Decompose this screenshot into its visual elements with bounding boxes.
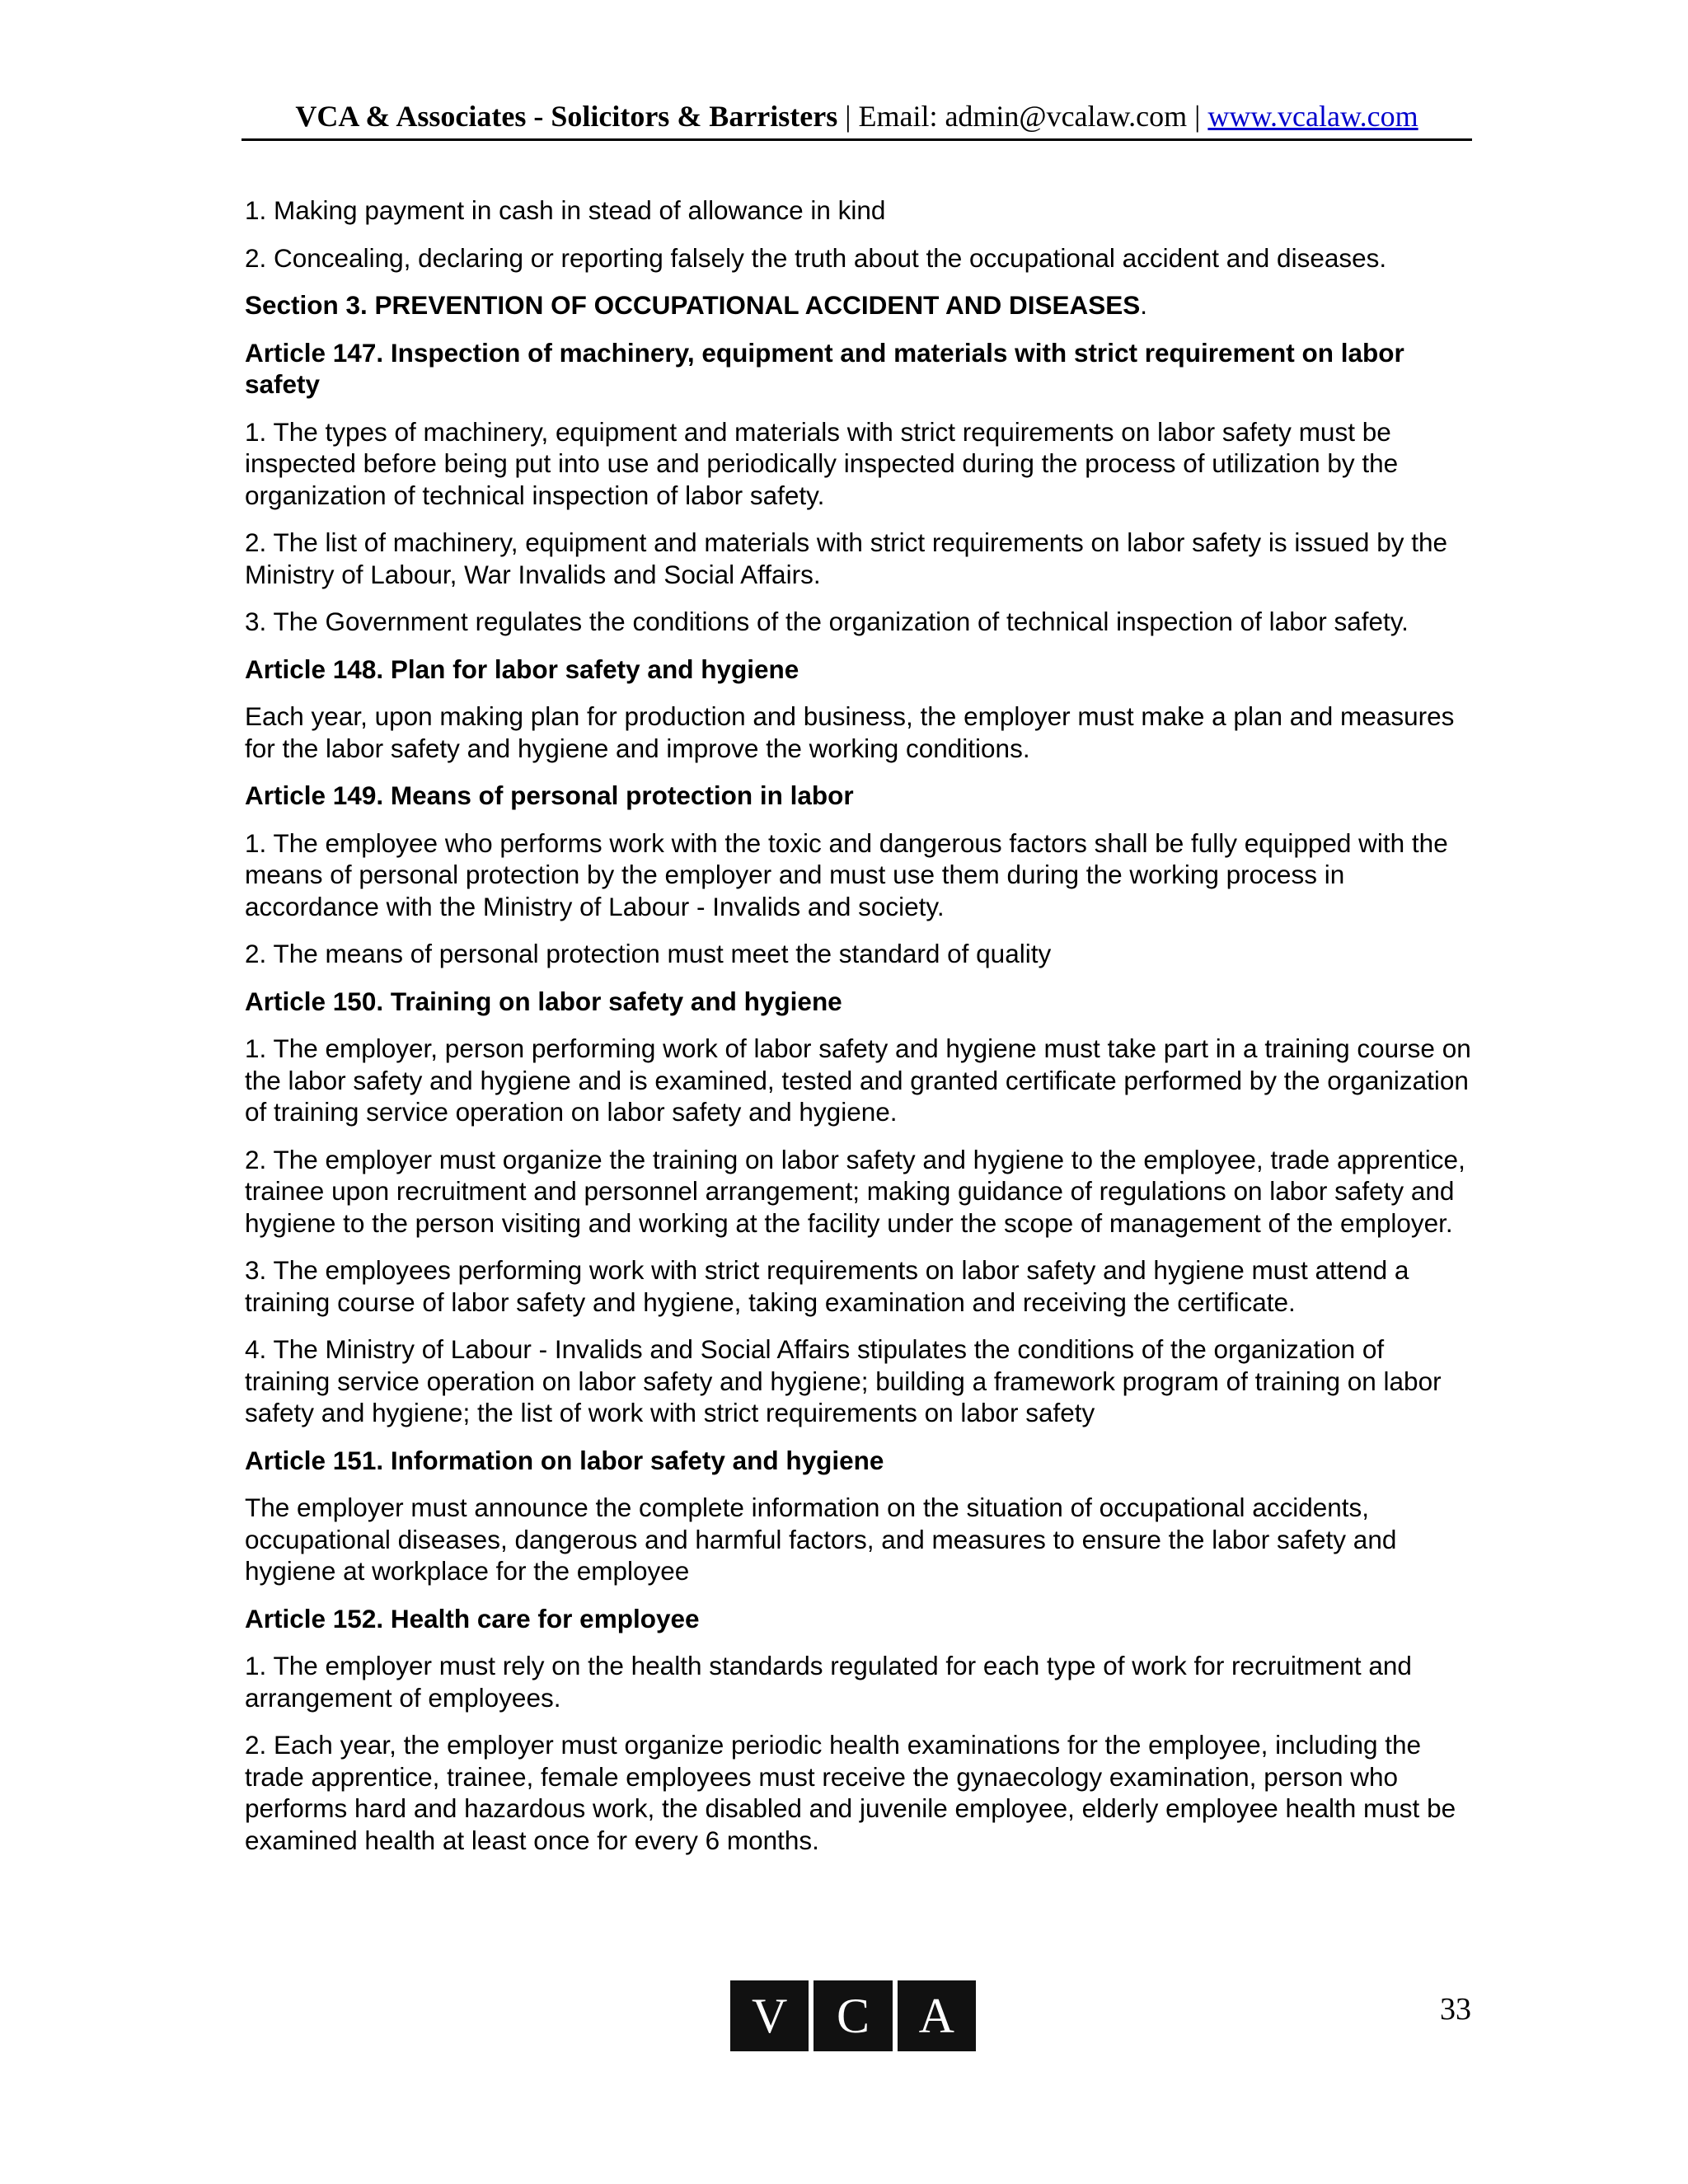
paragraph: The employer must announce the complete information on the situation of occupational accidents, occupational diseases, dangerous and harmful factors, and measures to ensure the labor safety and hygiene at workplace for the employee — [245, 1493, 1397, 1586]
article-heading: Article 147. Inspection of machinery, equipment and materials with strict requirement on labor safety — [245, 337, 1404, 399]
paragraph: 2. The means of personal protection must meet the standard of quality — [245, 939, 1052, 968]
paragraph: 3. The employees performing work with strict requirements on labor safety and hygiene must attend a training course of labor safety and hygiene, taking examination and receiving the certificate. — [245, 1255, 1409, 1317]
logo-letter-v: V — [730, 1980, 809, 2051]
article-heading: Article 149. Means of personal protection in labor — [245, 780, 854, 810]
article-heading: Article 151. Information on labor safety and hygiene — [245, 1445, 884, 1475]
paragraph: 2. The employer must organize the training on labor safety and hygiene to the employee, trade apprentice, trainee upon recruitment and personnel arrangement; making guidance of regulations on labor safety and hygiene to the person visiting and working at the facility under the scope of management of the employer. — [245, 1144, 1465, 1238]
section-heading-text: Section 3. PREVENTION OF OCCUPATIONAL ACCIDENT AND DISEASES — [245, 290, 1141, 320]
paragraph: 4. The Ministry of Labour - Invalids and Social Affairs stipulates the conditions of the organization of training service operation on labor safety and hygiene; building a framework program of training on labor safety and hygiene; the list of work with strict requirements on labor safety — [245, 1334, 1442, 1427]
header-email: Email: admin@vcalaw.com — [858, 100, 1188, 133]
website-link[interactable]: www.vcalaw.com — [1207, 100, 1418, 133]
header-separator: | — [837, 100, 859, 133]
paragraph: 2. Each year, the employer must organize periodic health examinations for the employee, including the trade apprentice, trainee, female employees must receive the gynaecology examination, person who performs hard and hazardous work, the disabled and juvenile employee, elderly employee health must be examined health at least once for every 6 months. — [245, 1730, 1456, 1855]
page-number: 33 — [1440, 1992, 1471, 2027]
article-heading: Article 150. Training on labor safety and hygiene — [245, 986, 842, 1016]
header-separator: | — [1187, 100, 1208, 133]
vca-logo — [730, 1980, 976, 2051]
firm-name: VCA & Associates - Solicitors & Barristers — [295, 100, 838, 133]
paragraph: 1. The employer, person performing work of labor safety and hygiene must take part in a training course on the labor safety and hygiene and is examined, tested and granted certificate performed by the organization of training service operation on labor safety and hygiene. — [245, 1033, 1471, 1127]
paragraph: 2. Concealing, declaring or reporting falsely the truth about the occupational accident and diseases. — [245, 242, 1387, 273]
logo-letter-a: A — [898, 1980, 976, 2051]
section-heading — [245, 289, 1473, 321]
document-body — [245, 194, 1473, 1872]
section-heading-period: . — [1140, 290, 1148, 320]
paragraph: 3. The Government regulates the conditions of the organization of technical inspection of labor safety. — [245, 607, 1409, 636]
logo-letter-c: C — [814, 1980, 892, 2051]
paragraph: 2. The list of machinery, equipment and materials with strict requirements on labor safety is issued by the Ministry of Labour, War Invalids and Social Affairs. — [245, 527, 1448, 589]
article-heading: Article 152. Health care for employee — [245, 1603, 700, 1633]
paragraph: 1. The employer must rely on the health standards regulated for each type of work for recruitment and arrangement of employees. — [245, 1651, 1412, 1713]
paragraph: Each year, upon making plan for production and business, the employer must make a plan and measures for the labor safety and hygiene and improve the working conditions. — [245, 701, 1455, 763]
paragraph: 1. The types of machinery, equipment and materials with strict requirements on labor safety must be inspected before being put into use and periodically inspected during the process of utilization by the organization of technical inspection of labor safety. — [245, 416, 1399, 510]
paragraph: 1. The employee who performs work with the toxic and dangerous factors shall be fully equipped with the means of personal protection by the employer and must use them during the working process in accordance with the Ministry of Labour - Invalids and society. — [245, 827, 1448, 921]
page-header — [241, 97, 1472, 141]
article-heading: Article 148. Plan for labor safety and hygiene — [245, 654, 799, 684]
paragraph: 1. Making payment in cash in stead of allowance in kind — [245, 195, 886, 225]
